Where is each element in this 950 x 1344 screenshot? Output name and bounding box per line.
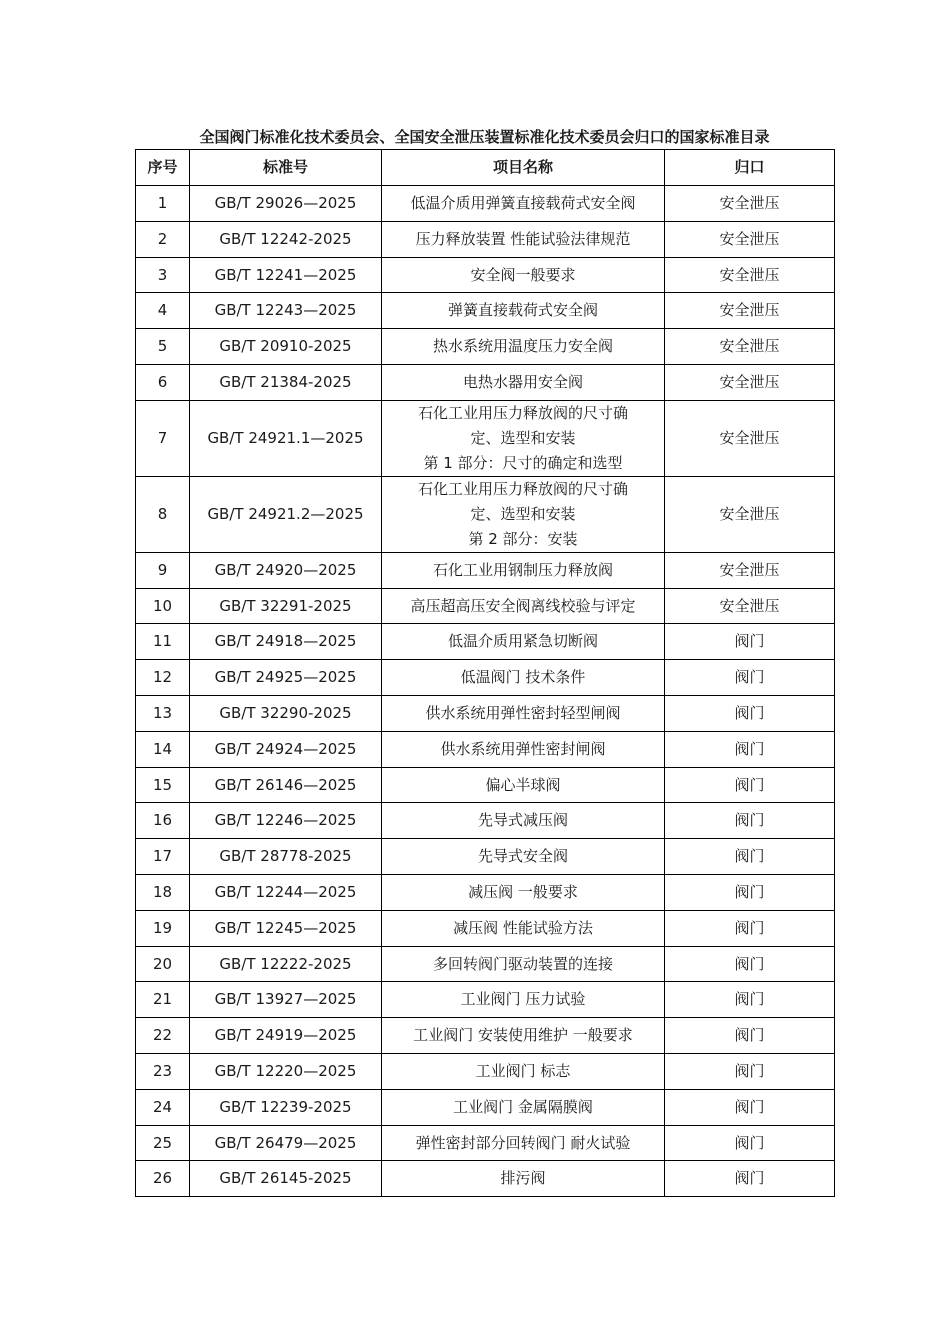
cell-department: 阀门 — [665, 1053, 835, 1089]
cell-seq: 23 — [136, 1053, 190, 1089]
cell-project-name — [382, 364, 665, 400]
cell-project-name — [382, 1053, 665, 1089]
cell-department: 安全泄压 — [665, 186, 835, 222]
header-seq: 序号 — [136, 150, 190, 186]
cell-department: 阀门 — [665, 946, 835, 982]
cell-standard-number: GB/T 12222-2025 — [190, 946, 382, 982]
cell-department: 阀门 — [665, 1161, 835, 1197]
project-name-line: 石化工业用压力释放阀的尺寸确 — [417, 480, 628, 499]
cell-seq: 10 — [136, 588, 190, 624]
header-project-name: 项目名称 — [382, 150, 665, 186]
cell-standard-number: GB/T 12220—2025 — [190, 1053, 382, 1089]
cell-department: 阀门 — [665, 839, 835, 875]
table-row — [136, 1053, 835, 1089]
cell-department: 阀门 — [665, 1018, 835, 1054]
table-row — [136, 1089, 835, 1125]
cell-project-name — [382, 1125, 665, 1161]
cell-department: 阀门 — [665, 731, 835, 767]
project-name-line: 定、选型和安装 — [470, 428, 576, 447]
cell-seq: 13 — [136, 695, 190, 731]
cell-standard-number: GB/T 20910-2025 — [190, 329, 382, 365]
cell-seq: 15 — [136, 767, 190, 803]
cell-department: 阀门 — [665, 767, 835, 803]
cell-standard-number: GB/T 12245—2025 — [190, 910, 382, 946]
project-name-line: 弹簧直接载荷式安全阀 — [447, 301, 598, 320]
cell-project-name — [382, 803, 665, 839]
project-name-line: 第 2 部分：安装 — [468, 529, 578, 548]
project-name-line: 先导式安全阀 — [477, 847, 568, 866]
table-row — [136, 588, 835, 624]
cell-project-name — [382, 588, 665, 624]
table-row — [136, 257, 835, 293]
project-name-line: 先导式减压阀 — [477, 811, 568, 830]
project-name-line: 石化工业用压力释放阀的尺寸确 — [417, 404, 628, 423]
table-row — [136, 910, 835, 946]
table-row — [136, 731, 835, 767]
project-name-line: 弹性密封部分回转阀门 耐火试验 — [415, 1133, 631, 1152]
cell-project-name — [382, 660, 665, 696]
cell-project-name — [382, 982, 665, 1018]
project-name-line: 高压超高压安全阀离线校验与评定 — [410, 596, 636, 615]
cell-project-name — [382, 293, 665, 329]
project-name-line: 偏心半球阀 — [485, 775, 561, 794]
cell-seq: 22 — [136, 1018, 190, 1054]
cell-department: 阀门 — [665, 982, 835, 1018]
cell-department: 安全泄压 — [665, 552, 835, 588]
project-name-line: 工业阀门 标志 — [475, 1062, 571, 1081]
header-row — [136, 150, 835, 186]
cell-project-name — [382, 874, 665, 910]
cell-project-name — [382, 839, 665, 875]
project-name-line: 压力释放装置 性能试验法律规范 — [415, 229, 631, 248]
project-name-line: 供水系统用弹性密封轻型闸阀 — [425, 704, 621, 723]
cell-department: 阀门 — [665, 660, 835, 696]
project-name-line: 定、选型和安装 — [470, 504, 576, 523]
cell-department: 安全泄压 — [665, 257, 835, 293]
cell-project-name — [382, 476, 665, 552]
cell-department: 阀门 — [665, 874, 835, 910]
cell-department: 安全泄压 — [665, 476, 835, 552]
cell-department: 阀门 — [665, 624, 835, 660]
cell-department: 阀门 — [665, 695, 835, 731]
table-row — [136, 400, 835, 476]
table-row — [136, 1161, 835, 1197]
cell-seq: 25 — [136, 1125, 190, 1161]
cell-department: 阀门 — [665, 1125, 835, 1161]
project-name-line: 低温介质用紧急切断阀 — [447, 632, 598, 651]
cell-standard-number: GB/T 24920—2025 — [190, 552, 382, 588]
cell-department: 安全泄压 — [665, 588, 835, 624]
cell-standard-number: GB/T 26146—2025 — [190, 767, 382, 803]
project-name-line: 低温阀门 技术条件 — [460, 668, 586, 687]
cell-project-name — [382, 1089, 665, 1125]
cell-standard-number: GB/T 12244—2025 — [190, 874, 382, 910]
table-row — [136, 186, 835, 222]
cell-seq: 12 — [136, 660, 190, 696]
project-name-line: 减压阀 性能试验方法 — [453, 918, 593, 937]
cell-seq: 11 — [136, 624, 190, 660]
table-body — [136, 186, 835, 1197]
cell-department: 安全泄压 — [665, 221, 835, 257]
header-standard-number: 标准号 — [190, 150, 382, 186]
table-row — [136, 476, 835, 552]
table-row — [136, 695, 835, 731]
cell-standard-number: GB/T 24921.2—2025 — [190, 476, 382, 552]
table-row — [136, 329, 835, 365]
cell-project-name — [382, 257, 665, 293]
cell-standard-number: GB/T 12239-2025 — [190, 1089, 382, 1125]
table-row — [136, 1125, 835, 1161]
project-name-line: 供水系统用弹性密封闸阀 — [440, 739, 606, 758]
cell-standard-number: GB/T 29026—2025 — [190, 186, 382, 222]
cell-standard-number: GB/T 12246—2025 — [190, 803, 382, 839]
cell-seq: 21 — [136, 982, 190, 1018]
table-row — [136, 364, 835, 400]
cell-seq: 2 — [136, 221, 190, 257]
cell-department: 阀门 — [665, 910, 835, 946]
cell-department: 安全泄压 — [665, 364, 835, 400]
cell-seq: 20 — [136, 946, 190, 982]
cell-project-name — [382, 910, 665, 946]
cell-project-name — [382, 767, 665, 803]
project-name-line: 第 1 部分：尺寸的确定和选型 — [423, 453, 623, 472]
cell-project-name — [382, 1161, 665, 1197]
cell-project-name — [382, 731, 665, 767]
cell-project-name — [382, 221, 665, 257]
cell-standard-number: GB/T 24919—2025 — [190, 1018, 382, 1054]
document-title: 全国阀门标准化技术委员会、全国安全泄压装置标准化技术委员会归口的国家标准目录 — [199, 128, 770, 146]
project-name-line: 工业阀门 安装使用维护 一般要求 — [413, 1026, 633, 1045]
cell-seq: 9 — [136, 552, 190, 588]
cell-seq: 24 — [136, 1089, 190, 1125]
cell-standard-number: GB/T 26145-2025 — [190, 1161, 382, 1197]
cell-seq: 7 — [136, 400, 190, 476]
cell-project-name — [382, 1018, 665, 1054]
table-row — [136, 293, 835, 329]
table-row — [136, 803, 835, 839]
project-name-line: 排污阀 — [500, 1169, 546, 1188]
table-row — [136, 839, 835, 875]
project-name-line: 工业阀门 金属隔膜阀 — [453, 1097, 593, 1116]
cell-seq: 17 — [136, 839, 190, 875]
table-row — [136, 552, 835, 588]
cell-seq: 4 — [136, 293, 190, 329]
cell-seq: 14 — [136, 731, 190, 767]
table-row — [136, 767, 835, 803]
cell-standard-number: GB/T 24921.1—2025 — [190, 400, 382, 476]
table-row — [136, 624, 835, 660]
project-name-line: 石化工业用钢制压力释放阀 — [432, 560, 613, 579]
cell-seq: 6 — [136, 364, 190, 400]
cell-seq: 19 — [136, 910, 190, 946]
cell-standard-number: GB/T 12241—2025 — [190, 257, 382, 293]
cell-seq: 8 — [136, 476, 190, 552]
cell-department: 安全泄压 — [665, 329, 835, 365]
table-row — [136, 221, 835, 257]
table-row — [136, 1018, 835, 1054]
table-row — [136, 660, 835, 696]
cell-seq: 1 — [136, 186, 190, 222]
cell-seq: 5 — [136, 329, 190, 365]
header-department: 归口 — [665, 150, 835, 186]
cell-standard-number: GB/T 21384-2025 — [190, 364, 382, 400]
cell-standard-number: GB/T 32291-2025 — [190, 588, 382, 624]
cell-standard-number: GB/T 12242-2025 — [190, 221, 382, 257]
table-header — [136, 150, 835, 186]
cell-department: 安全泄压 — [665, 400, 835, 476]
cell-seq: 18 — [136, 874, 190, 910]
cell-department: 安全泄压 — [665, 293, 835, 329]
cell-standard-number: GB/T 26479—2025 — [190, 1125, 382, 1161]
cell-standard-number: GB/T 13927—2025 — [190, 982, 382, 1018]
cell-seq: 16 — [136, 803, 190, 839]
cell-project-name — [382, 946, 665, 982]
cell-standard-number: GB/T 24924—2025 — [190, 731, 382, 767]
cell-standard-number: GB/T 32290-2025 — [190, 695, 382, 731]
table-row — [136, 946, 835, 982]
cell-department: 阀门 — [665, 803, 835, 839]
cell-standard-number: GB/T 12243—2025 — [190, 293, 382, 329]
cell-project-name — [382, 329, 665, 365]
standards-table — [135, 149, 835, 1197]
project-name-line: 安全阀一般要求 — [470, 265, 576, 284]
project-name-line: 低温介质用弹簧直接载荷式安全阀 — [410, 194, 636, 213]
project-name-line: 热水系统用温度压力安全阀 — [432, 337, 613, 356]
cell-standard-number: GB/T 28778-2025 — [190, 839, 382, 875]
project-name-line: 减压阀 一般要求 — [468, 883, 578, 902]
cell-standard-number: GB/T 24918—2025 — [190, 624, 382, 660]
cell-project-name — [382, 552, 665, 588]
cell-department: 阀门 — [665, 1089, 835, 1125]
cell-project-name — [382, 695, 665, 731]
project-name-line: 工业阀门 压力试验 — [460, 990, 586, 1009]
cell-standard-number: GB/T 24925—2025 — [190, 660, 382, 696]
project-name-line: 多回转阀门驱动装置的连接 — [432, 954, 613, 973]
cell-project-name — [382, 186, 665, 222]
project-name-line: 电热水器用安全阀 — [462, 373, 583, 392]
cell-seq: 3 — [136, 257, 190, 293]
table-row — [136, 982, 835, 1018]
cell-project-name — [382, 400, 665, 476]
cell-seq: 26 — [136, 1161, 190, 1197]
table-row — [136, 874, 835, 910]
cell-project-name — [382, 624, 665, 660]
